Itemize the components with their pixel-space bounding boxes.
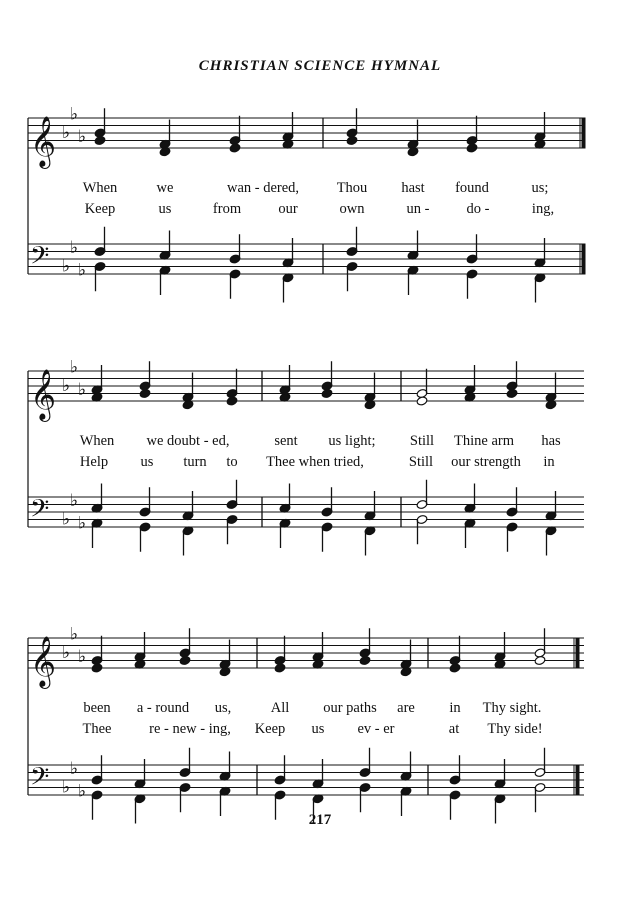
- lyric-s2v1-4: us light;: [328, 433, 376, 449]
- note-head: [139, 388, 151, 398]
- lyric-s2v2-5: Thee when tried,: [266, 454, 364, 470]
- treble-clef-icon: 𝄞: [30, 369, 57, 420]
- lyric-s3v2-4: us: [311, 721, 325, 737]
- note-head: [359, 655, 371, 665]
- note-head: [91, 663, 103, 673]
- lyric-s1v1-6: found: [455, 180, 489, 196]
- final-barline: [576, 638, 579, 668]
- bass-clef-icon: 𝄢: [30, 241, 50, 277]
- lyric-s3v1-3: us,: [214, 700, 232, 716]
- flat-icon: ♭: [78, 126, 87, 147]
- lyric-s2v2-3: turn: [183, 454, 207, 470]
- note-head: [179, 655, 191, 665]
- lyric-s1v1-3: wan - dered,: [226, 180, 300, 196]
- lyric-s1v2-1: Keep: [84, 201, 116, 217]
- flat-icon: ♭: [62, 376, 71, 396]
- lyric-s3v1-1: been: [83, 700, 111, 716]
- flat-icon: ♭: [78, 260, 87, 281]
- lyric-s1v1-1: When: [82, 180, 118, 196]
- lyric-s3v2-6: at: [448, 721, 460, 737]
- flat-icon: ♭: [78, 513, 87, 534]
- lyric-s3v1-6: are: [397, 700, 415, 716]
- lyric-s3v2-7: Thy side!: [487, 721, 543, 737]
- final-barline: [576, 765, 579, 795]
- lyric-s1v2-7: do -: [466, 201, 490, 217]
- lyric-s3v2-3: Keep: [254, 721, 286, 737]
- flat-icon: ♭: [78, 646, 87, 667]
- treble-clef-icon: 𝄞: [30, 116, 57, 167]
- flat-icon: ♭: [70, 490, 79, 511]
- lyric-s3v1-8: Thy sight.: [482, 700, 542, 716]
- note-head: [321, 388, 333, 398]
- lyric-s1v2-6: un -: [406, 201, 430, 217]
- flat-icon: ♭: [62, 777, 71, 798]
- lyric-s2v2-4: to: [226, 454, 238, 470]
- lyric-s3v1-7: in: [449, 700, 461, 716]
- lyric-s1v1-2: we: [156, 180, 174, 196]
- note-head: [226, 396, 238, 406]
- lyric-s1v2-4: our: [278, 201, 298, 217]
- note-head: [94, 135, 106, 145]
- flat-icon: ♭: [78, 781, 87, 802]
- lyric-s1v2-3: from: [212, 201, 242, 217]
- note-head: [229, 143, 241, 153]
- flat-icon: ♭: [62, 256, 71, 277]
- treble-clef-icon: 𝄞: [30, 636, 57, 687]
- flat-icon: ♭: [62, 123, 71, 143]
- note-head: [449, 663, 461, 673]
- note-head: [274, 663, 286, 673]
- flat-icon: ♭: [70, 237, 79, 258]
- note-head: [506, 388, 518, 398]
- lyric-s2v2-7: our strength: [451, 454, 521, 470]
- lyric-s1v1-7: us;: [531, 180, 549, 196]
- flat-icon: ♭: [62, 643, 71, 663]
- flat-icon: ♭: [70, 357, 79, 378]
- page-header: CHRISTIAN SCIENCE HYMNAL: [198, 58, 442, 74]
- note-head: [466, 143, 478, 153]
- bass-clef-icon: 𝄢: [30, 762, 50, 798]
- lyric-s1v2-5: own: [339, 201, 365, 217]
- final-barline: [582, 118, 585, 148]
- lyric-s1v1-4: Thou: [336, 180, 368, 196]
- flat-icon: ♭: [62, 509, 71, 530]
- lyric-s1v2-2: us: [158, 201, 172, 217]
- lyric-s2v1-6: Thine arm: [454, 433, 514, 449]
- page-number: 217: [308, 812, 332, 828]
- lyric-s1v1-5: hast: [401, 180, 425, 196]
- flat-icon: ♭: [78, 379, 87, 400]
- lyric-s2v1-2: we doubt - ed,: [146, 433, 230, 449]
- flat-icon: ♭: [70, 624, 79, 645]
- lyric-s3v2-5: ev - er: [357, 721, 395, 737]
- lyric-s2v2-8: in: [543, 454, 555, 470]
- lyric-s2v1-5: Still: [409, 433, 435, 449]
- lyric-s1v2-8: ing,: [531, 201, 555, 217]
- note-head: [416, 396, 428, 406]
- lyric-s3v1-2: a - round: [136, 700, 190, 716]
- lyric-s2v2-1: Help: [79, 454, 109, 470]
- lyric-s2v1-3: sent: [274, 433, 298, 449]
- note-head: [346, 135, 358, 145]
- lyric-s3v1-5: our paths: [323, 700, 377, 716]
- lyric-s3v2-1: Thee: [82, 721, 112, 737]
- flat-icon: ♭: [70, 758, 79, 779]
- lyric-s2v2-2: us: [140, 454, 154, 470]
- bass-clef-icon: 𝄢: [30, 494, 50, 530]
- final-barline: [582, 244, 585, 274]
- lyric-s2v1-7: has: [541, 433, 561, 449]
- note-head: [534, 655, 546, 665]
- lyric-s2v1-1: When: [79, 433, 115, 449]
- lyric-s2v2-6: Still: [408, 454, 434, 470]
- lyric-s3v2-2: re - new - ing,: [149, 721, 231, 737]
- lyric-s3v1-4: All: [270, 700, 290, 716]
- flat-icon: ♭: [70, 104, 79, 125]
